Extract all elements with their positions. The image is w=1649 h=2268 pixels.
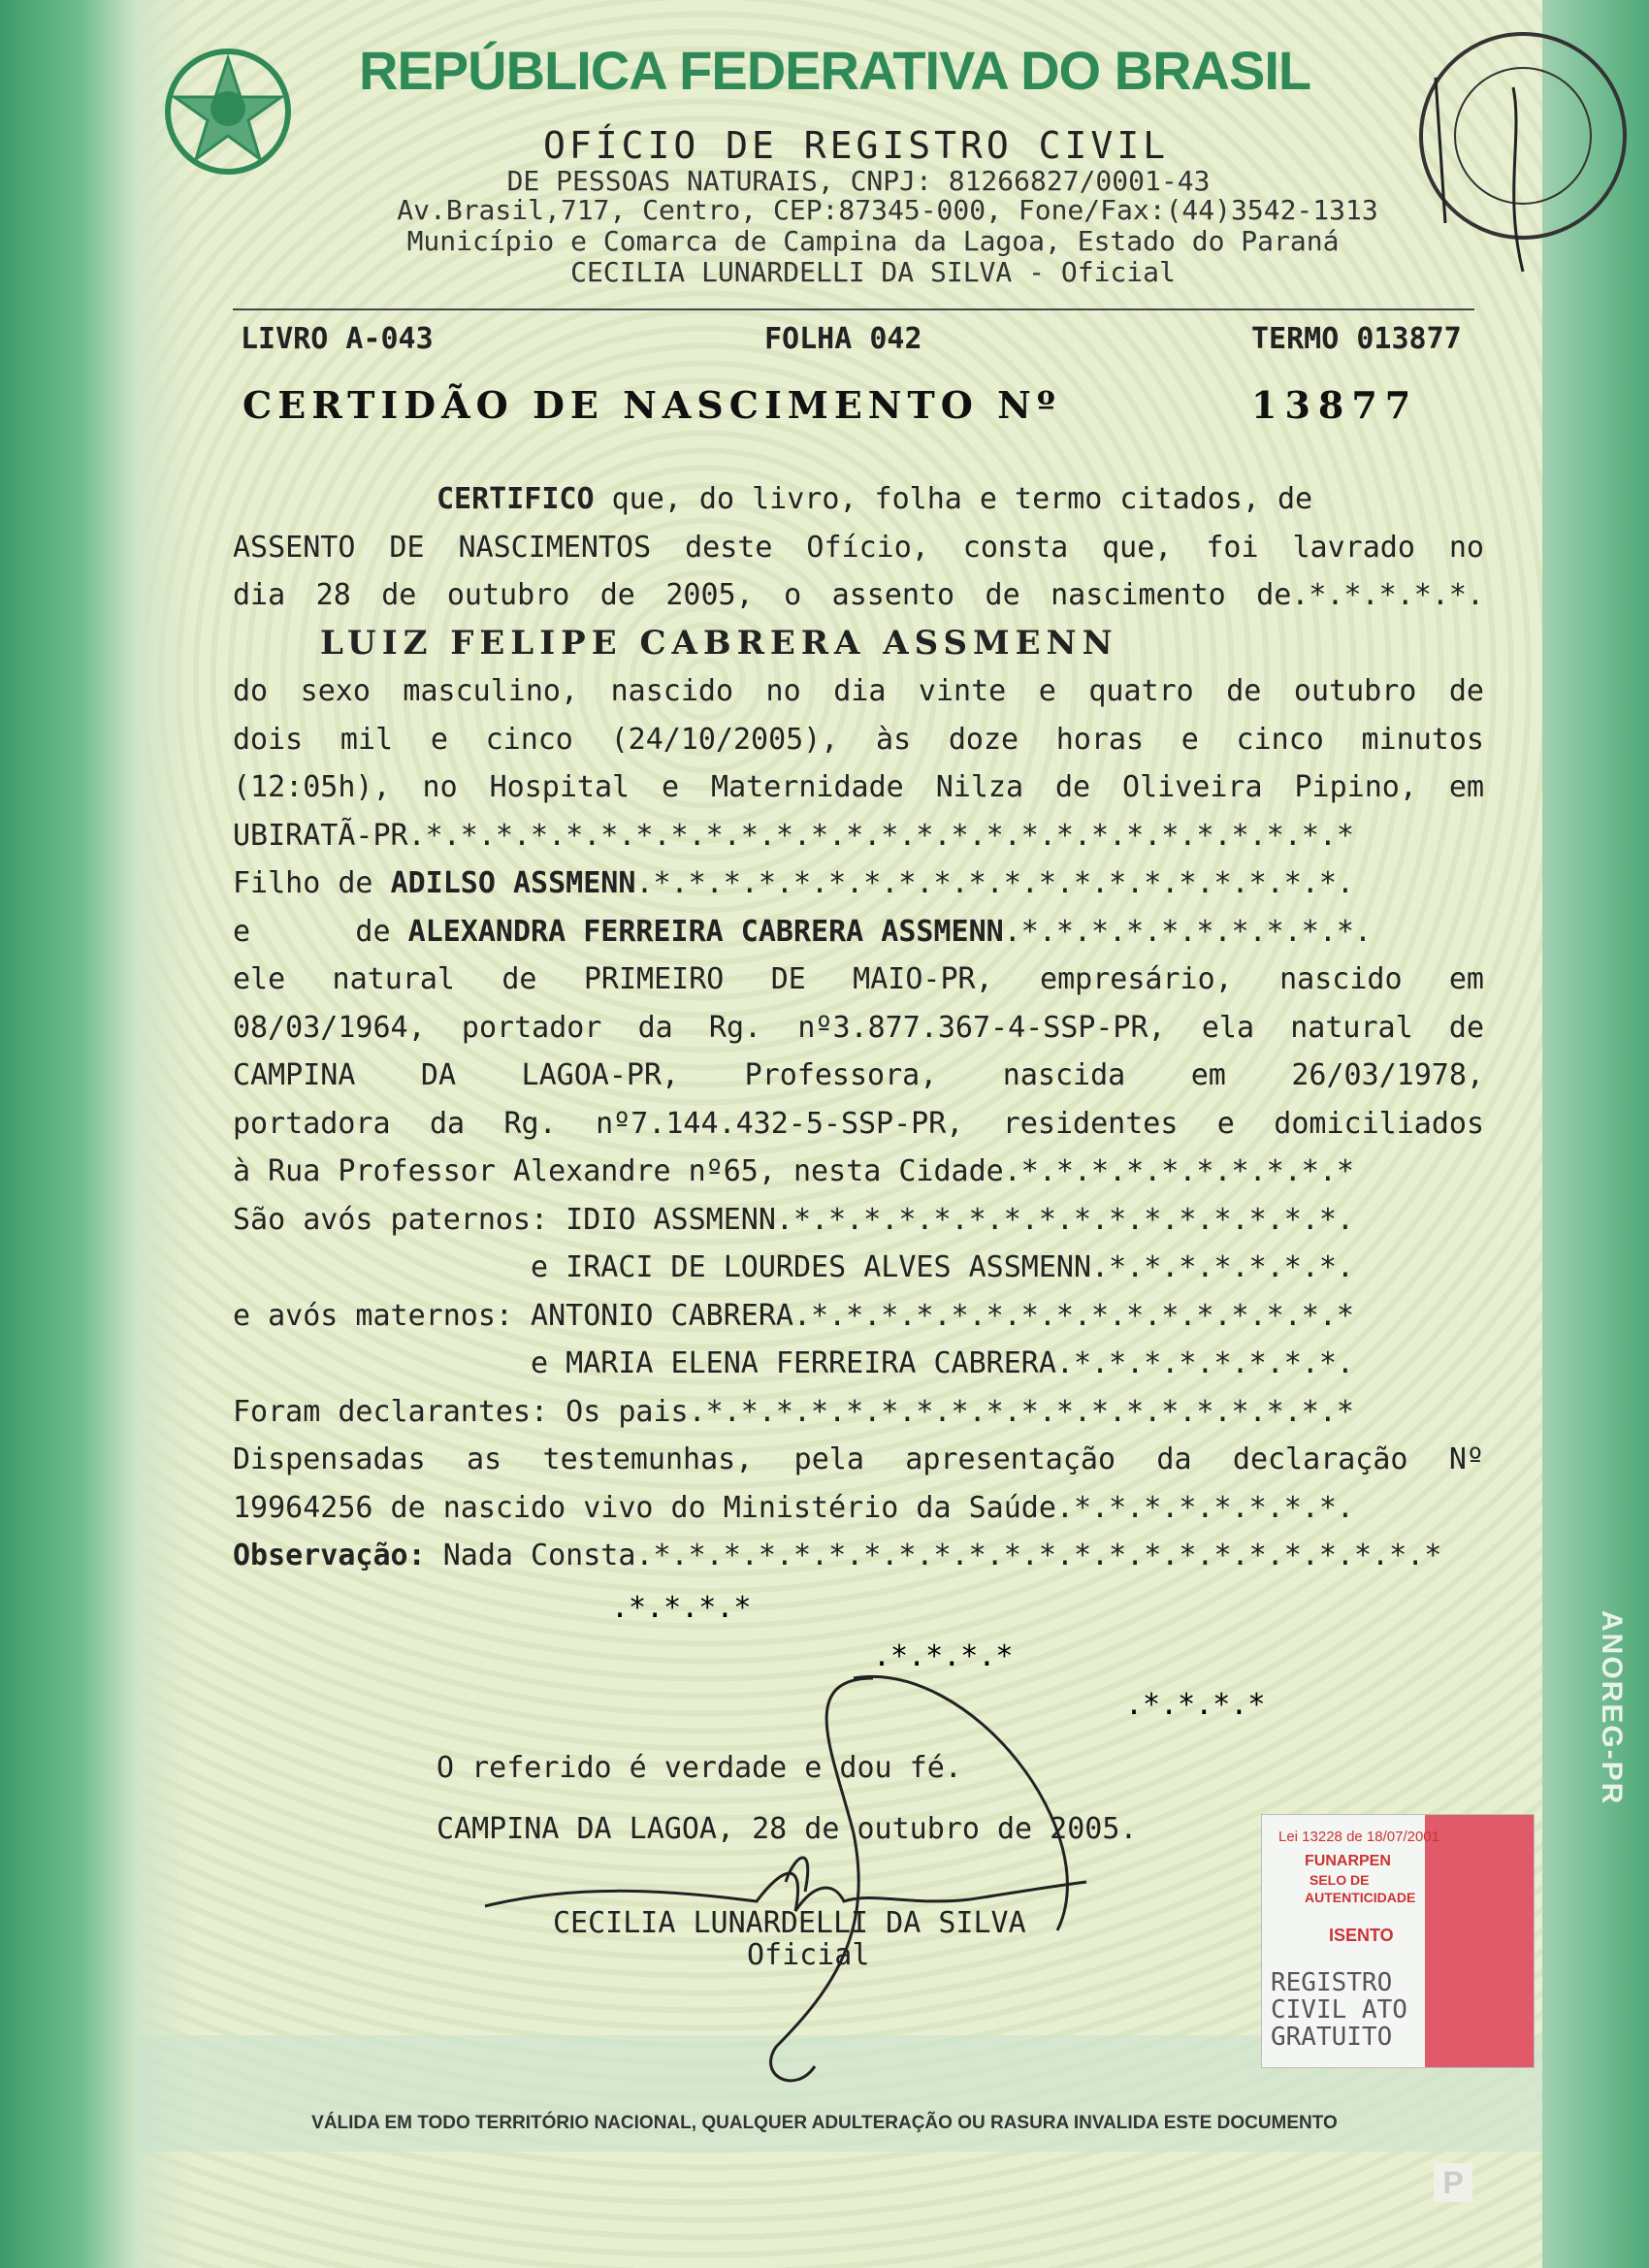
republic-title: REPÚBLICA FEDERATIVA DO BRASIL <box>359 40 1311 101</box>
body-line: Dispensadas as testemunhas, pela apresentação da declaração Nº <box>233 1442 1484 1476</box>
filler-stars: .*.*.*.* <box>611 1591 752 1625</box>
filler-stars: .*.*.*.* <box>873 1639 1014 1673</box>
anoreg-side-label: ANOREG-PR <box>1596 1610 1628 1806</box>
seal-stamp-text: REGISTRO CIVIL ATO GRATUITO <box>1271 1968 1407 2052</box>
seal-selo: SELO DE <box>1310 1872 1370 1888</box>
header-divider <box>233 308 1474 310</box>
body-line: e IRACI DE LOURDES ALVES ASSMENN.*.*.*.*.*.*.*. <box>233 1250 1354 1284</box>
father-dots: .*.*.*.*.*.*.*.*.*.*.*.*.*.*.*.*.*.*.*.*. <box>635 866 1354 900</box>
mother-dots: .*.*.*.*.*.*.*.*.*.*. <box>1003 914 1373 949</box>
attestation-line: O referido é verdade e dou fé. <box>436 1751 962 1785</box>
certifico-label: CERTIFICO <box>436 482 595 516</box>
body-line: Foram declarantes: Os pais.*.*.*.*.*.*.*.*.*.*.*.*.*.*.*.*.*.*.* <box>233 1394 1354 1429</box>
left-border-fade <box>136 0 194 2268</box>
office-municipality: Município e Comarca de Campina da Lagoa, Estado do Paraná <box>406 225 1340 257</box>
observation-text: Nada Consta.*.*.*.*.*.*.*.*.*.*.*.*.*.*.*.*.*.*.*.*.*.*.* <box>425 1539 1442 1572</box>
mother-name: ALEXANDRA FERREIRA CABRERA ASSMENN <box>407 914 1004 949</box>
office-address: Av.Brasil,717, Centro, CEP:87345-000, Fone/Fax:(44)3542-1313 <box>397 194 1378 226</box>
handwritten-signature-icon <box>466 1639 1164 2105</box>
body-line: dia 28 de outubro de 2005, o assento de nascimento de.*.*.*.*.*. <box>233 578 1484 612</box>
body-line: UBIRATÃ-PR.*.*.*.*.*.*.*.*.*.*.*.*.*.*.*.*.*.*.*.*.*.*.*.*.*.*.* <box>233 818 1354 853</box>
validity-footer: VÁLIDA EM TODO TERRITÓRIO NACIONAL, QUALQUER ADULTERAÇÃO OU RASURA INVALIDA ESTE DOCUMENTO <box>311 2113 1338 2133</box>
seal-isento: ISENTO <box>1329 1926 1394 1945</box>
p-logo-icon: P <box>1434 2163 1472 2202</box>
certificate-number: 13877 <box>1251 383 1419 427</box>
and-prefix: e de <box>233 914 408 949</box>
body-line: do sexo masculino, nascido no dia vinte e quatro de outubro de <box>233 674 1484 708</box>
registrar-role: Oficial <box>747 1938 870 1972</box>
father-line <box>233 859 1484 908</box>
observation-line <box>233 1532 1484 1580</box>
page-number: FOLHA 042 <box>764 322 922 356</box>
certificate-title: CERTIDÃO DE NASCIMENTO Nº <box>242 383 1061 427</box>
body-line: e MARIA ELENA FERREIRA CABRERA.*.*.*.*.*.*.*.*. <box>233 1346 1354 1380</box>
body-line: São avós paternos: IDIO ASSMENN.*.*.*.*.*.*.*.*.*.*.*.*.*.*.*.*. <box>233 1202 1354 1237</box>
body-line: e avós maternos: ANTONIO CABRERA.*.*.*.*.*.*.*.*.*.*.*.*.*.*.*.* <box>233 1298 1354 1333</box>
filler-stars: .*.*.*.* <box>1125 1688 1266 1722</box>
filho-prefix: Filho de <box>233 866 391 900</box>
office-registrar: CECILIA LUNARDELLI DA SILVA - Oficial <box>570 256 1176 288</box>
mother-line <box>233 908 1484 956</box>
term-number: TERMO 013877 <box>1251 322 1462 356</box>
left-decorative-border <box>0 0 136 2268</box>
body-line: à Rua Professor Alexandre nº65, nesta Cidade.*.*.*.*.*.*.*.*.*.* <box>233 1154 1354 1188</box>
body-line: CAMPINA DA LAGOA-PR, Professora, nascida em 26/03/1978, <box>233 1058 1484 1092</box>
seal-funarpen: FUNARPEN <box>1305 1853 1391 1869</box>
body-line: dois mil e cinco (24/10/2005), às doze horas e cinco minutos <box>233 722 1484 757</box>
seal-autenticidade: AUTENTICIDADE <box>1305 1890 1416 1905</box>
office-cnpj: DE PESSOAS NATURAIS, CNPJ: 81266827/0001-43 <box>506 165 1211 197</box>
registry-stamp-icon <box>1377 19 1639 281</box>
body-line: (12:05h), no Hospital e Maternidade Nilza de Oliveira Pipino, em <box>233 770 1484 804</box>
office-title: OFÍCIO DE REGISTRO CIVIL <box>543 124 1170 167</box>
book-number: LIVRO A-043 <box>241 322 434 356</box>
observation-label: Observação: <box>233 1539 426 1572</box>
body-line: 19964256 de nascido vivo do Ministério da Saúde.*.*.*.*.*.*.*.*. <box>233 1490 1354 1525</box>
body-line: portadora da Rg. nº7.144.432-5-SSP-PR, residentes e domiciliados <box>233 1106 1484 1141</box>
body-line: ele natural de PRIMEIRO DE MAIO-PR, empresário, nascido em <box>233 962 1484 996</box>
place-date-line: CAMPINA DA LAGOA, 28 de outubro de 2005. <box>436 1812 1138 1846</box>
body-line <box>233 475 1484 524</box>
certificate-body <box>233 475 1484 1580</box>
seal-law: Lei 13228 de 18/07/2001 <box>1278 1829 1439 1845</box>
registered-name: LUIZ FELIPE CABRERA ASSMENN <box>320 623 1118 663</box>
body-line-text: que, do livro, folha e termo citados, de <box>611 482 1313 516</box>
body-line: 08/03/1964, portador da Rg. nº3.877.367-4-SSP-PR, ela natural de <box>233 1010 1484 1045</box>
registrar-name: CECILIA LUNARDELLI DA SILVA <box>553 1906 1026 1940</box>
coat-of-arms-icon <box>155 39 301 184</box>
body-line: ASSENTO DE NASCIMENTOS deste Ofício, consta que, foi lavrado no <box>233 530 1484 565</box>
father-name: ADILSO ASSMENN <box>390 866 636 900</box>
right-decorative-border <box>1542 0 1649 2268</box>
